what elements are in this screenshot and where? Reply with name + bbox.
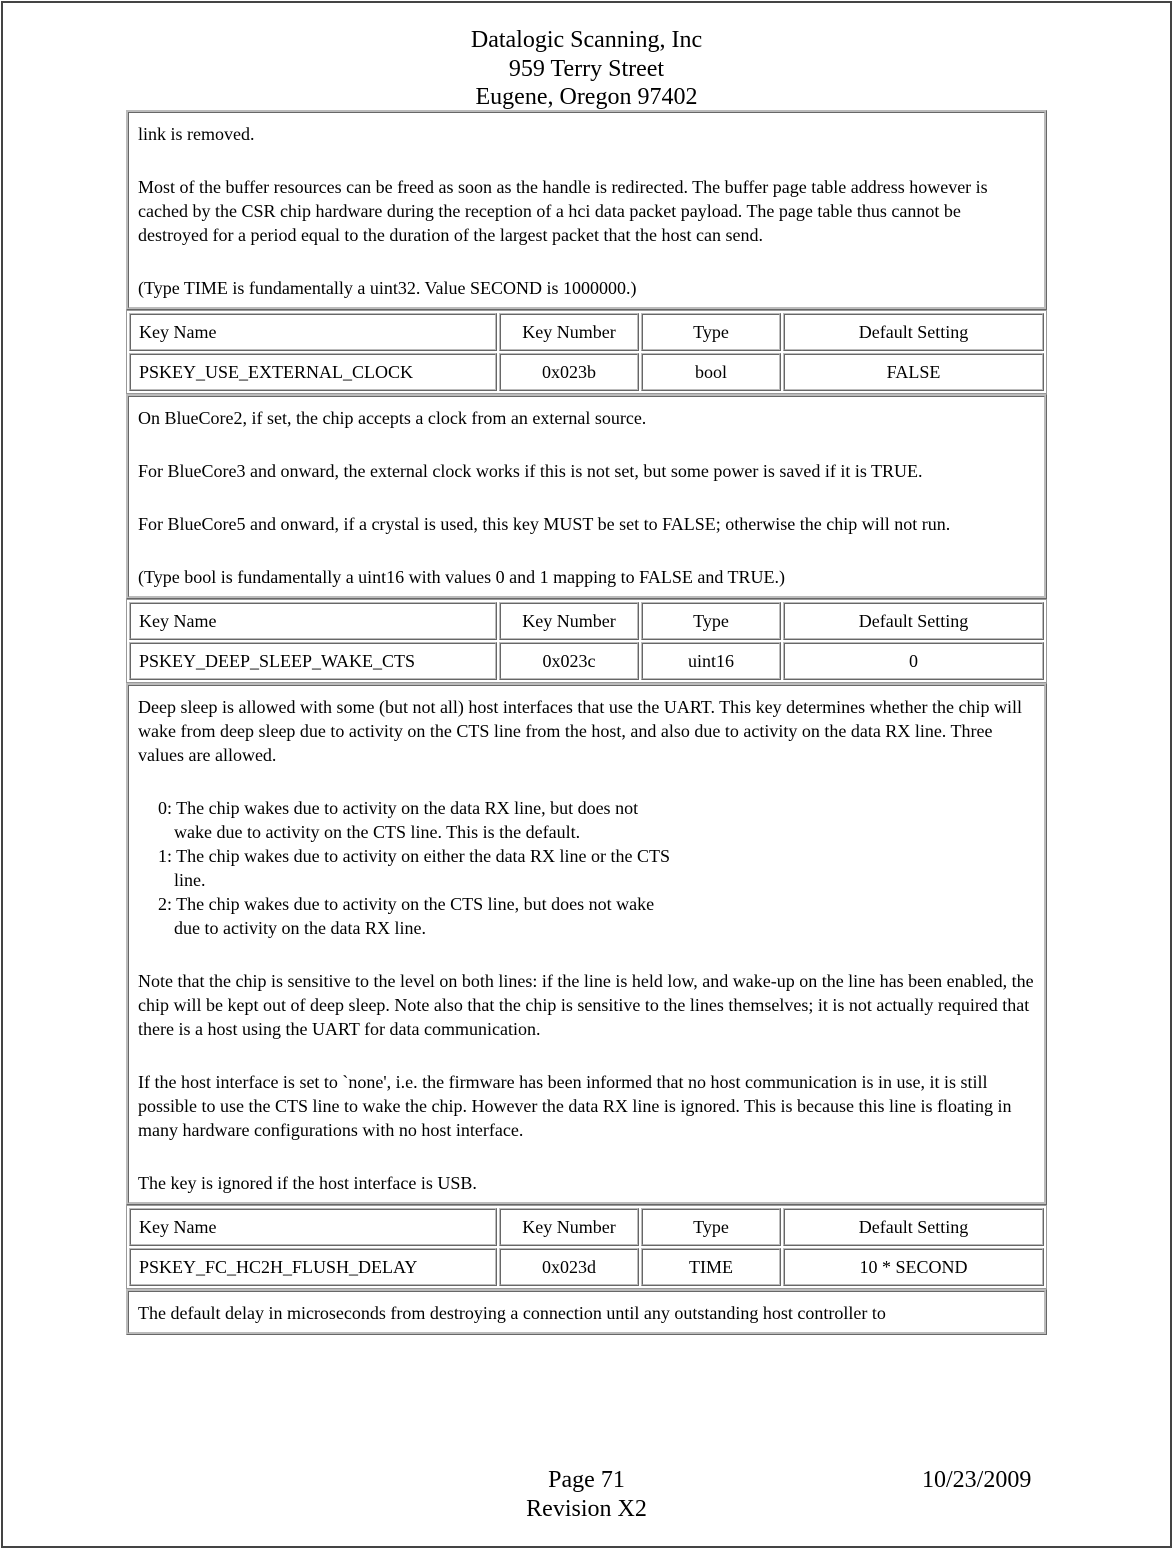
column-header-key-name: Key Name: [129, 1208, 497, 1246]
key-number: 0x023d: [499, 1248, 639, 1286]
letterhead: [0, 26, 1173, 112]
description-paragraph: For BlueCore5 and onward, if a crystal is used, this key MUST be set to FALSE; otherwise the chip will not run.: [138, 514, 951, 534]
description-paragraph: On BlueCore2, if set, the chip accepts a clock from an external source.: [138, 408, 647, 428]
company-street: 959 Terry Street: [508, 55, 665, 82]
key-table-header-row: [129, 602, 1044, 640]
column-header-type: Type: [641, 313, 781, 351]
key-table-row: [129, 1248, 1044, 1286]
column-header-key-number: Key Number: [499, 313, 639, 351]
column-header-default-setting: Default Setting: [783, 1208, 1044, 1246]
value-item: 2: The chip wakes due to activity on the CTS line, but does not wake due to activity on the data RX line.: [158, 894, 655, 938]
key-default: 0: [783, 642, 1044, 680]
pskey-content: [126, 110, 1047, 1335]
description-paragraph: For BlueCore3 and onward, the external clock works if this is not set, but some power is saved if it is TRUE.: [138, 461, 923, 481]
key-table: [126, 310, 1047, 394]
column-header-type: Type: [641, 1208, 781, 1246]
description-paragraph: The default delay in microseconds from destroying a connection until any outstanding host controller to: [138, 1303, 886, 1323]
value-item: 1: The chip wakes due to activity on either the data RX line or the CTS line.: [158, 846, 671, 890]
company-name: Datalogic Scanning, Inc: [470, 27, 703, 53]
value-list: [138, 796, 1035, 940]
column-header-default-setting: Default Setting: [783, 313, 1044, 351]
key-description: [126, 683, 1047, 1205]
key-table: [126, 1205, 1047, 1289]
key-type: bool: [641, 353, 781, 391]
description-paragraph: Deep sleep is allowed with some (but not all) host interfaces that use the UART. This key determines whether the chip will wake from deep sleep due to activity on the CTS line from the host, and also due to activity on the data RX line. Three values are allowed.: [138, 697, 1023, 765]
key-type: uint16: [641, 642, 781, 680]
key-default: 10 * SECOND: [783, 1248, 1044, 1286]
footer-date: 10/23/2009: [922, 1467, 1032, 1493]
key-description: [126, 394, 1047, 599]
column-header-default-setting: Default Setting: [783, 602, 1044, 640]
key-table: [126, 599, 1047, 683]
column-header-type: Type: [641, 602, 781, 640]
key-number: 0x023b: [499, 353, 639, 391]
key-number: 0x023c: [499, 642, 639, 680]
page-number: Page 71: [548, 1467, 625, 1493]
column-header-key-number: Key Number: [499, 1208, 639, 1246]
column-header-key-name: Key Name: [129, 313, 497, 351]
revision: Revision X2: [526, 1496, 647, 1522]
key-table-header-row: [129, 313, 1044, 351]
key-description: [126, 1289, 1047, 1335]
key-table-row: [129, 353, 1044, 391]
value-item: 0: The chip wakes due to activity on the data RX line, but does not wake due to activity on the CTS line. This is the default.: [158, 798, 639, 842]
key-table-header-row: [129, 1208, 1044, 1246]
column-header-key-name: Key Name: [129, 602, 497, 640]
company-city: Eugene, Oregon 97402: [475, 84, 698, 110]
key-name: PSKEY_FC_HC2H_FLUSH_DELAY: [129, 1248, 497, 1286]
column-header-key-number: Key Number: [499, 602, 639, 640]
key-default: FALSE: [783, 353, 1044, 391]
key-name: PSKEY_USE_EXTERNAL_CLOCK: [129, 353, 497, 391]
description-paragraph: link is removed.: [138, 124, 255, 144]
description-paragraph: Note that the chip is sensitive to the level on both lines: if the line is held low, and wake-up on the line has been enabled, the chip will be kept out of deep sleep. Note also that the chip is sensitive to the lines themselves; it is not actually required that there is a host using the UART for data communication.: [138, 971, 1034, 1039]
description-paragraph: Most of the buffer resources can be freed as soon as the handle is redirected. The buffer page table address however is cached by the CSR chip hardware during the reception of a hci data packet payload. The page table thus cannot be destroyed for a period equal to the duration of the largest packet that the host can send.: [138, 177, 988, 245]
description-paragraph: If the host interface is set to `none', i.e. the firmware has been informed that no host communication is in use, it is still possible to use the CTS line to wake the chip. However the data RX line is ignored. This is because this line is floating in many hardware configurations with no host interface.: [138, 1072, 1012, 1140]
description-paragraph: (Type bool is fundamentally a uint16 with values 0 and 1 mapping to FALSE and TRUE.): [138, 567, 785, 587]
description-paragraph: (Type TIME is fundamentally a uint32. Value SECOND is 1000000.): [138, 278, 637, 298]
description-paragraph: The key is ignored if the host interface is USB.: [138, 1173, 477, 1193]
key-table-row: [129, 642, 1044, 680]
key-type: TIME: [641, 1248, 781, 1286]
key-name: PSKEY_DEEP_SLEEP_WAKE_CTS: [129, 642, 497, 680]
key-description: [126, 110, 1047, 310]
